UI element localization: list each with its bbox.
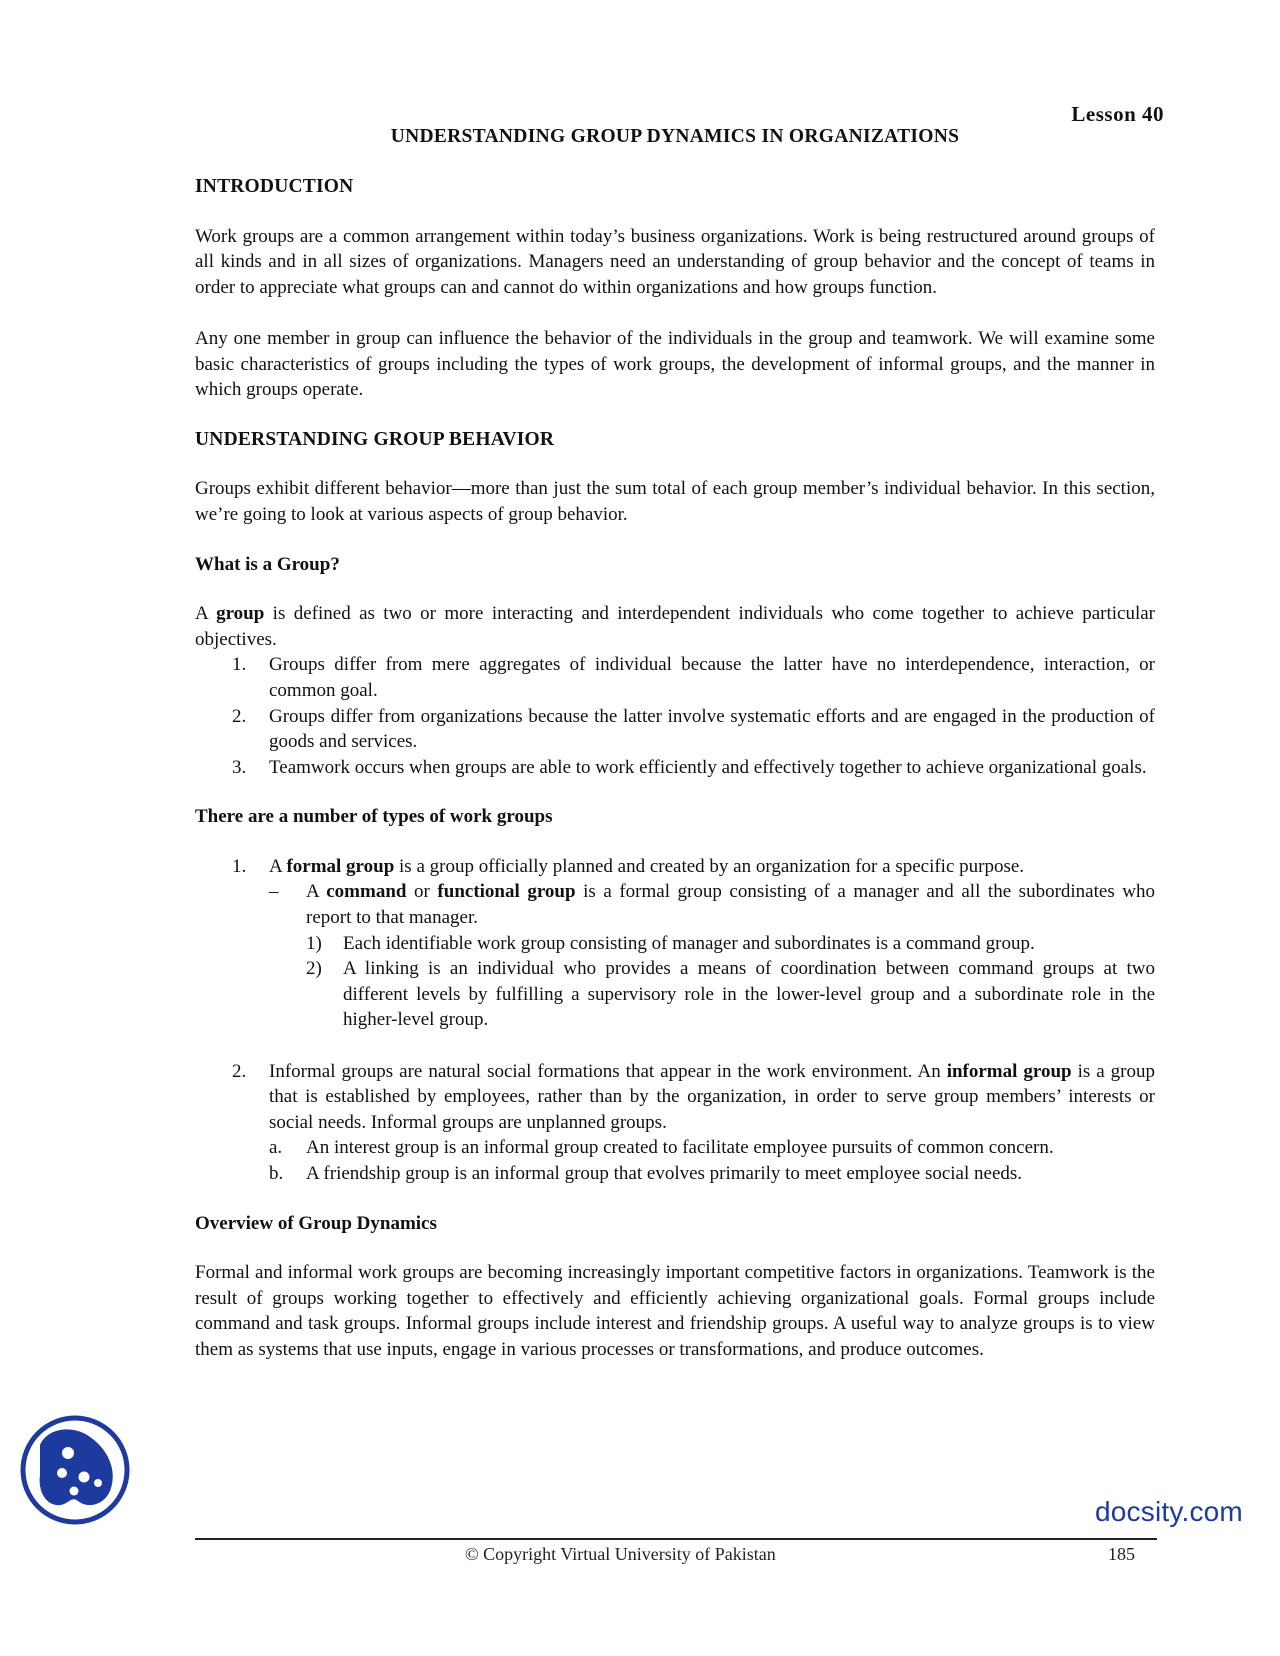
behavior-heading: UNDERSTANDING GROUP BEHAVIOR	[195, 428, 555, 450]
behavior-paragraph: Groups exhibit different behavior—more than just the sum total of each group member’s individual behavior. In this section, we’re going to look at various aspects of group behavior.	[195, 478, 1155, 525]
types-heading: There are a number of types of work groups	[195, 806, 553, 828]
list-marker: 2)	[306, 958, 322, 980]
docsity-logo-icon[interactable]	[18, 1413, 132, 1527]
docsity-watermark[interactable]: docsity.com	[1095, 1496, 1243, 1527]
list-marker: b.	[269, 1163, 284, 1184]
list-item-text: A friendship group is an informal group that evolves primarily to meet employee social needs.	[306, 1163, 1023, 1184]
list-item-text: An interest group is an informal group created to facilitate employee pursuits of common concern.	[306, 1137, 1054, 1159]
group-definition: A group is defined as two or more interacting and interdependent individuals who come together to achieve particular objectives.	[195, 603, 1155, 650]
list-item-text: Each identifiable work group consisting of manager and subordinates is a command group.	[343, 932, 1035, 954]
formal-group-item: 1. A formal group is a group officially planned and created by an organization for a specific purpose.	[195, 854, 1155, 880]
command-group-item: – A command or functional group is a formal group consisting of a manager and all the subordinates who report to that manager.	[269, 881, 1156, 929]
list-item	[195, 1135, 1155, 1161]
footer-copyright: © Copyright Virtual University of Pakistan	[465, 1544, 776, 1564]
list-item	[195, 652, 1155, 703]
intro-heading: INTRODUCTION	[195, 176, 354, 197]
list-item-text: Groups differ from organizations because the latter involve systematic efforts and are engaged in the production of goods and services.	[269, 705, 1155, 753]
list-item	[195, 704, 1155, 755]
list-marker: a.	[269, 1137, 283, 1159]
informal-group-item: 2. Informal groups are natural social formations that appear in the work environment. An informal group is a group that is established by employees, rather than by the organization, in order to serve group members’ interests or social needs. Informal groups are unplanned groups.	[232, 1060, 1155, 1133]
list-item	[195, 956, 1155, 1033]
list-item-text: Teamwork occurs when groups are able to work efficiently and effectively together to achieve organizational goals.	[269, 756, 1147, 778]
list-marker: 1.	[232, 855, 247, 877]
overview-paragraph: Formal and informal work groups are becoming increasingly important competitive factors in organizations. Teamwork is the result of groups working together to effectively and efficiently achieving organizational goals. Formal groups include command and task groups. Informal groups include interest and friendship groups. A useful way to analyze groups is to view them as systems that use inputs, engage in various processes or transformations, and produce outcomes.	[195, 1262, 1155, 1360]
list-item-text: Groups differ from mere aggregates of individual because the latter have no interdependence, interaction, or common goal.	[269, 654, 1155, 701]
list-marker: 1.	[232, 654, 247, 676]
list-item	[195, 755, 1155, 781]
list-item	[195, 931, 1155, 957]
overview-heading: Overview of Group Dynamics	[195, 1212, 437, 1234]
dash-marker: –	[269, 881, 279, 903]
list-marker: 3.	[232, 756, 247, 778]
list-item-text: A linking is an individual who provides a means of coordination between command groups at two different levels by fulfilling a supervisory role in the lower-level group and a subordinate role in the higher-level group.	[343, 958, 1155, 1031]
page-title: UNDERSTANDING GROUP DYNAMICS IN ORGANIZATIONS	[390, 126, 960, 147]
list-marker: 2.	[232, 1060, 247, 1082]
document-body	[195, 174, 1155, 1363]
list-marker: 1)	[306, 932, 322, 954]
what-is-group-heading: What is a Group?	[195, 553, 340, 575]
list-marker: 2.	[232, 705, 247, 727]
page-footer	[195, 1543, 1157, 1564]
footer-divider	[195, 1538, 1157, 1540]
intro-paragraph-2: Any one member in group can influence the behavior of the individuals in the group and teamwork. We will examine some basic characteristics of groups including the types of work groups, the development of informal groups, and the manner in which groups operate.	[195, 327, 1155, 401]
list-item	[195, 1161, 1155, 1187]
page-number: 185	[1108, 1544, 1135, 1564]
lesson-label: Lesson 40	[1071, 102, 1164, 126]
intro-paragraph-1: Work groups are a common arrangement within today’s business organizations. Work is being restructured around groups of all kinds and in all sizes of organizations. Managers need an understanding of group behavior and the concept of teams in order to appreciate what groups can and cannot do within organizations and how groups function.	[195, 225, 1155, 298]
